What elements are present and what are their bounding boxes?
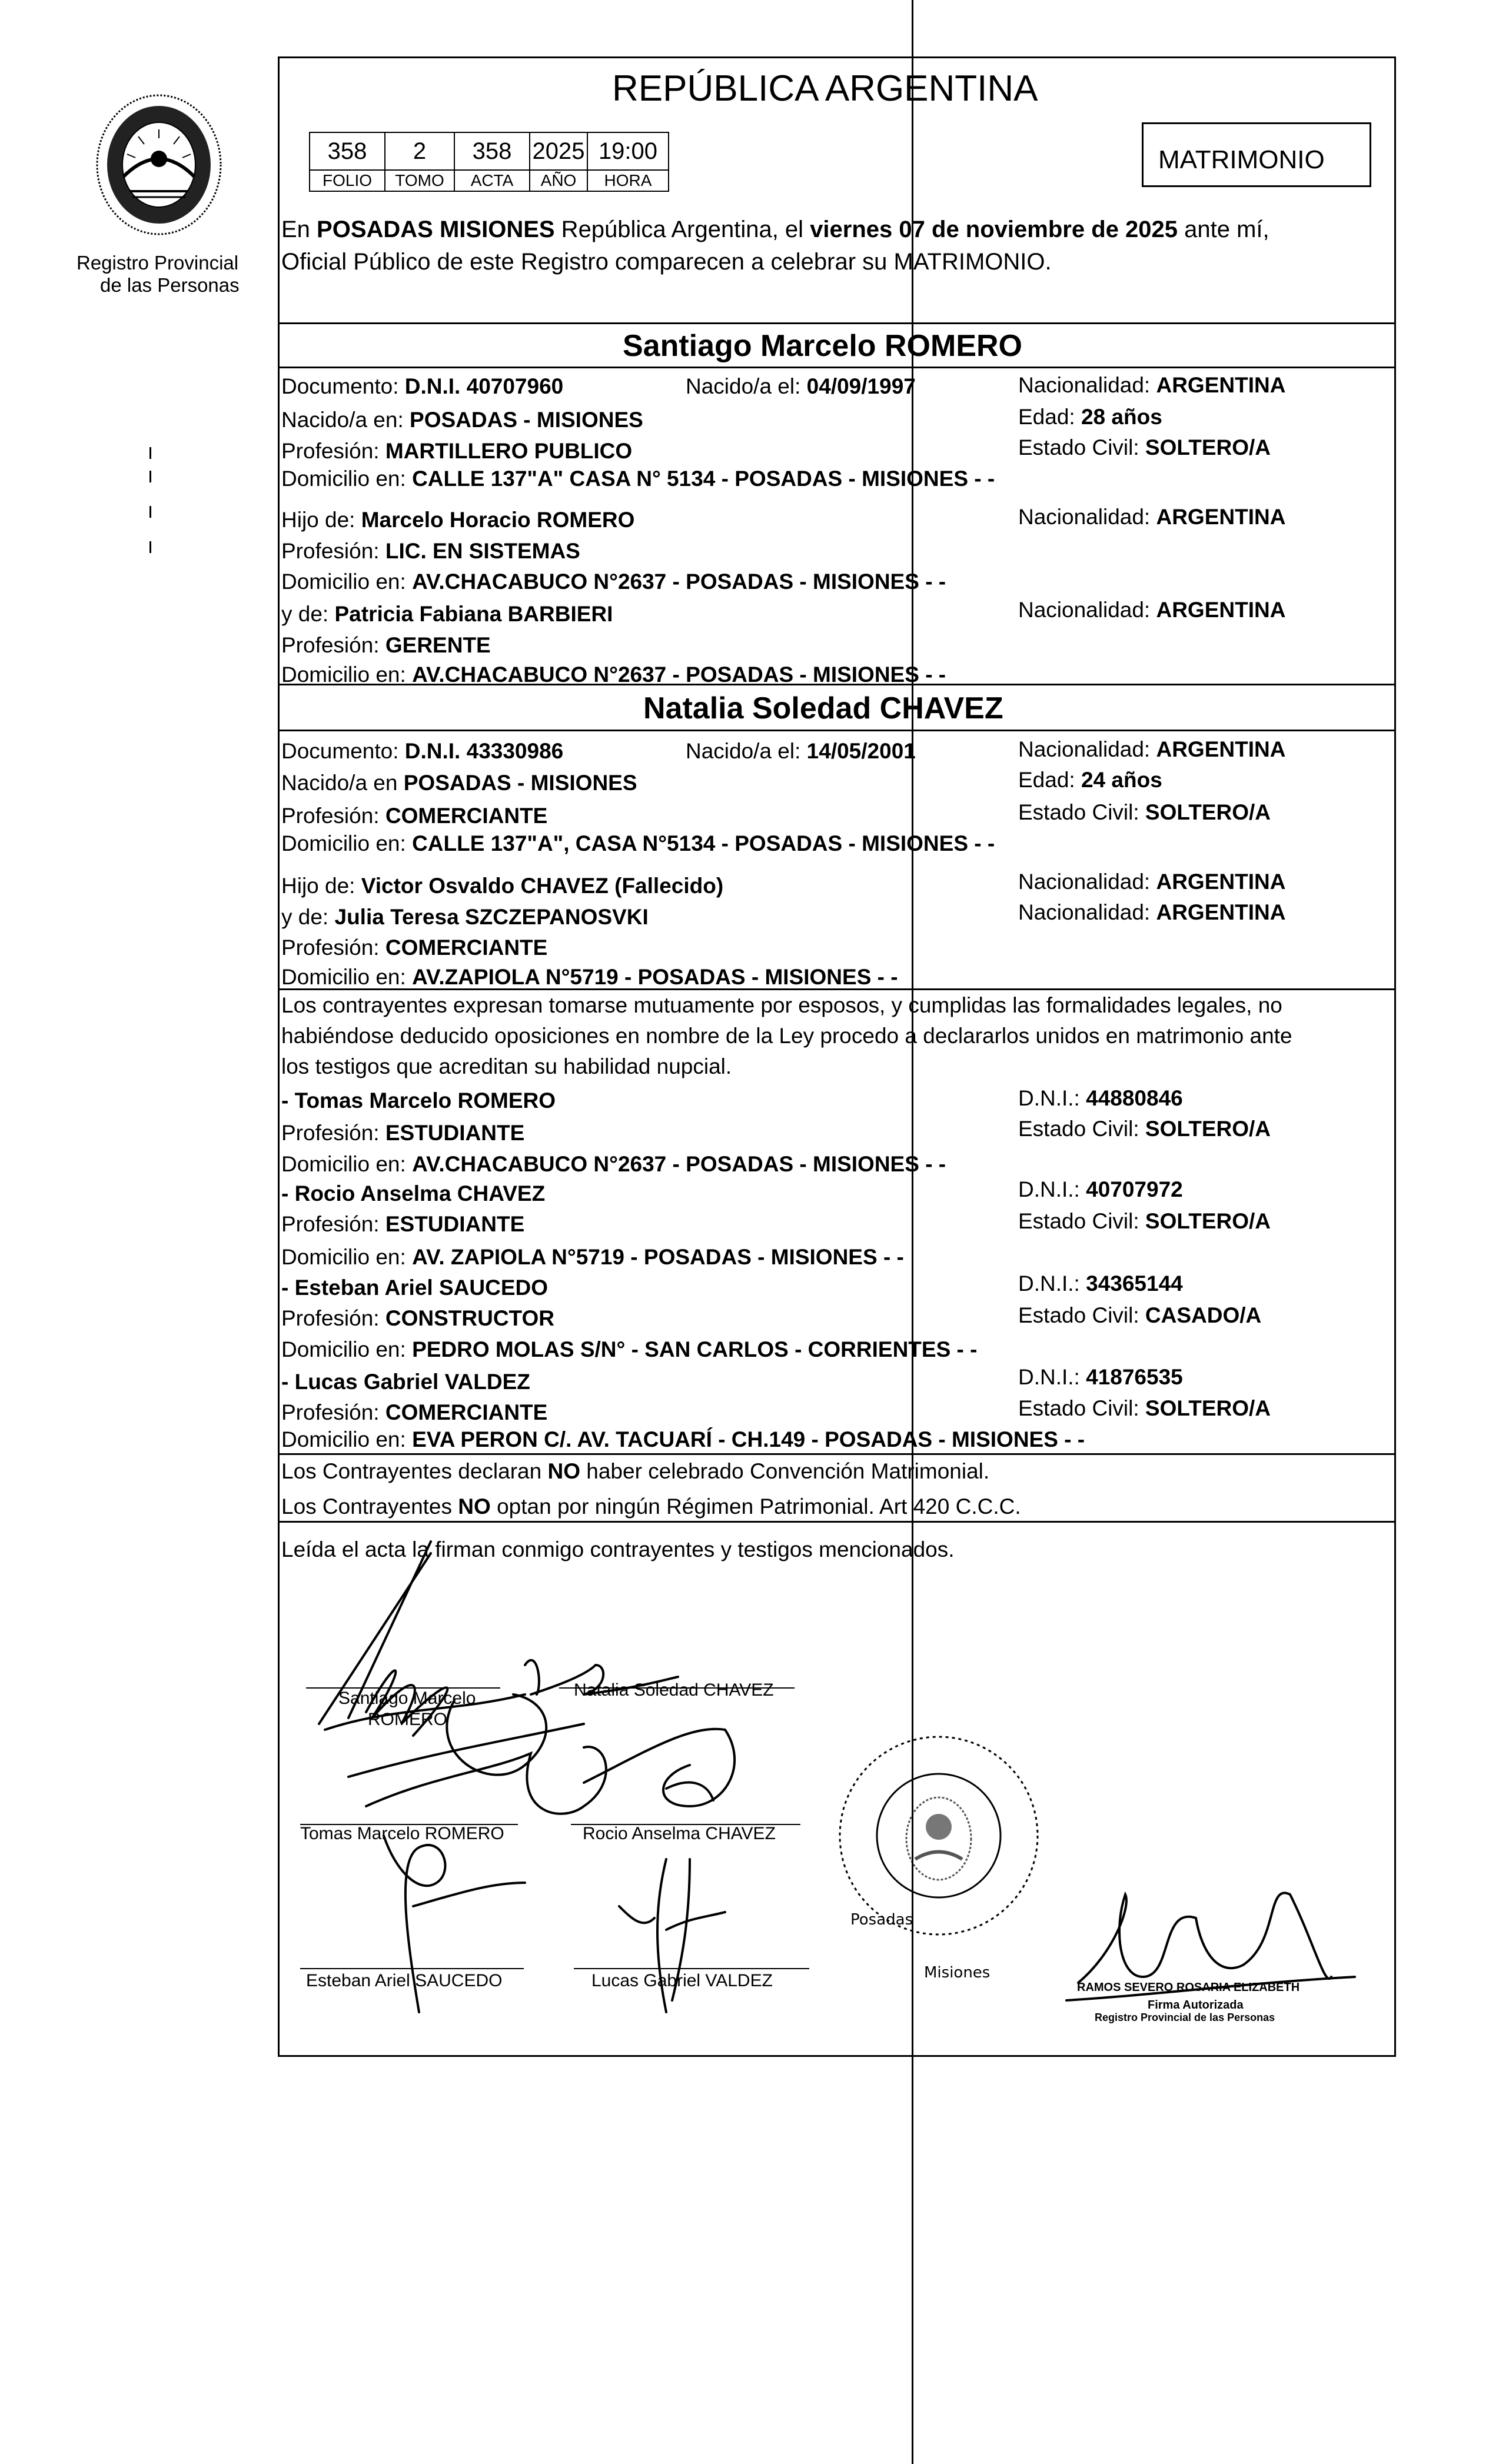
acta-label: ACTA [454,170,530,191]
witness3-civil-status: Estado Civil: CASADO/A [1018,1303,1262,1327]
folio-label: FOLIO [310,170,385,191]
divider [278,1453,1396,1455]
witness3-dni: D.N.I.: 34365144 [1018,1271,1183,1296]
year-value: 2025 [530,132,587,170]
official-role: Firma Autorizada [1148,1999,1244,2012]
witness4-name: - Lucas Gabriel VALDEZ [281,1370,530,1394]
declaration-line-2: habiéndose deducido oposiciones en nombre de la Ley procedo a declararlos unidos en matrimonio ante [281,1024,1292,1048]
official-name: RAMOS SEVERO ROSARIA ELIZABETH [1077,1981,1300,1994]
spouse1-mother-address: Domicilio en: AV.CHACABUCO N°2637 - POSADAS - MISIONES - - [281,662,946,687]
page-crease [912,0,913,2464]
convention-line-1: Los Contrayentes declaran NO haber celebrado Convención Matrimonial. [281,1459,990,1483]
spouse2-father-nationality: Nacionalidad: ARGENTINA [1018,870,1286,894]
acta-value: 358 [454,132,530,170]
witness2-name: - Rocio Anselma CHAVEZ [281,1181,546,1206]
spouse1-profession: Profesión: MARTILLERO PUBLICO [281,439,633,463]
spouse1-mother: y de: Patricia Fabiana BARBIERI [281,602,613,626]
witness4-profession: Profesión: COMERCIANTE [281,1400,548,1424]
spouse2-mother-profession: Profesión: COMERCIANTE [281,935,548,960]
witness3-address: Domicilio en: PEDRO MOLAS S/N° - SAN CARLOS - CORRIENTES - - [281,1337,978,1361]
margin-mark [149,471,151,482]
spouse2-mother-nationality: Nacionalidad: ARGENTINA [1018,900,1286,924]
witness4-civil-status: Estado Civil: SOLTERO/A [1018,1396,1271,1420]
spouse1-nationality: Nacionalidad: ARGENTINA [1018,373,1286,397]
signature-caption-witness3: Esteban Ariel SAUCEDO [306,1971,503,1990]
intro-line-1: En POSADAS MISIONES República Argentina, el viernes 07 de noviembre de 2025 ante mí, [281,217,1269,242]
declaration-line-3: los testigos que acreditan su habilidad nupcial. [281,1054,732,1078]
spouse1-father-nationality: Nacionalidad: ARGENTINA [1018,505,1286,529]
hour-label: HORA [587,170,669,191]
divider [278,1521,1396,1523]
signature-caption-spouse1-line2: ROMERO [368,1710,447,1729]
spouse2-nationality: Nacionalidad: ARGENTINA [1018,737,1286,761]
tomo-label: TOMO [385,170,454,191]
divider [278,322,1396,324]
witness4-dni: D.N.I.: 41876535 [1018,1365,1183,1389]
witness1-civil-status: Estado Civil: SOLTERO/A [1018,1117,1271,1141]
spouse1-name: Santiago Marcelo ROMERO [623,329,1022,363]
spouse2-father: Hijo de: Victor Osvaldo CHAVEZ (Fallecido) [281,874,724,898]
spouse2-profession: Profesión: COMERCIANTE [281,804,548,828]
divider [278,730,1396,731]
witness4-address: Domicilio en: EVA PERON C/. AV. TACUARÍ - CH.149 - POSADAS - MISIONES - - [281,1427,1085,1451]
divider [278,684,1396,685]
spouse2-name: Natalia Soledad CHAVEZ [643,691,1003,725]
spouse2-document: Documento: D.N.I. 43330986 [281,739,564,763]
declaration-line-1: Los contrayentes expresan tomarse mutuamente por esposos, y cumplidas las formalidades legales, no [281,993,1282,1017]
spouse1-father-address: Domicilio en: AV.CHACABUCO N°2637 - POSADAS - MISIONES - - [281,570,946,594]
spouse1-civil-status: Estado Civil: SOLTERO/A [1018,435,1271,459]
spouse2-address: Domicilio en: CALLE 137"A", CASA N°5134 - POSADAS - MISIONES - - [281,831,995,855]
witness1-profession: Profesión: ESTUDIANTE [281,1121,525,1145]
provincial-emblem [77,88,247,235]
year-label: AÑO [530,170,587,191]
spouse1-address: Domicilio en: CALLE 137"A" CASA N° 5134 - POSADAS - MISIONES - - [281,467,995,491]
convention-line-2: Los Contrayentes NO optan por ningún Régimen Patrimonial. Art 420 C.C.C. [281,1494,1021,1519]
seal-province: Misiones [924,1964,991,1982]
spouse1-mother-nationality: Nacionalidad: ARGENTINA [1018,598,1286,622]
tomo-value: 2 [385,132,454,170]
signature-caption-spouse1-line1: Santiago Marcelo [338,1689,476,1708]
folio-value: 358 [310,132,385,170]
spouse1-birthplace: Nacido/a en: POSADAS - MISIONES [281,408,643,432]
divider [278,988,1396,990]
registry-seal [833,1730,1045,1942]
margin-mark [149,541,151,553]
witness2-profession: Profesión: ESTUDIANTE [281,1212,525,1236]
spouse2-civil-status: Estado Civil: SOLTERO/A [1018,800,1271,824]
margin-mark [149,447,151,459]
witness1-dni: D.N.I.: 44880846 [1018,1086,1183,1110]
spouse1-mother-profession: Profesión: GERENTE [281,633,491,657]
emblem-caption-1: Registro Provincial [77,252,239,274]
witness2-address: Domicilio en: AV. ZAPIOLA N°5719 - POSADAS - MISIONES - - [281,1245,904,1269]
margin-mark [149,506,151,518]
spouse1-birthdate: Nacido/a el: 04/09/1997 [686,374,916,398]
spouse2-birthplace: Nacido/a en POSADAS - MISIONES [281,771,637,795]
spouse2-mother-address: Domicilio en: AV.ZAPIOLA N°5719 - POSADAS - MISIONES - - [281,965,898,989]
spouse2-age: Edad: 24 años [1018,768,1162,792]
signature-caption-witness1: Tomas Marcelo ROMERO [300,1824,504,1843]
seal-city: Posadas [850,1911,913,1929]
country-title: REPÚBLICA ARGENTINA [612,68,1038,109]
witness1-name: - Tomas Marcelo ROMERO [281,1088,556,1113]
witness1-address: Domicilio en: AV.CHACABUCO N°2637 - POSADAS - MISIONES - - [281,1152,946,1176]
signature-caption-witness4: Lucas Gabriel VALDEZ [591,1971,773,1990]
intro-line-2: Oficial Público de este Registro comparecen a celebrar su MATRIMONIO. [281,249,1052,275]
witness2-civil-status: Estado Civil: SOLTERO/A [1018,1209,1271,1233]
act-type: MATRIMONIO [1158,145,1325,174]
signature-caption-spouse2: Natalia Soledad CHAVEZ [574,1680,774,1700]
spouse1-age: Edad: 28 años [1018,405,1162,429]
divider [278,367,1396,368]
spouse2-mother: y de: Julia Teresa SZCZEPANOSVKI [281,905,649,929]
witness2-dni: D.N.I.: 40707972 [1018,1177,1183,1201]
witness3-name: - Esteban Ariel SAUCEDO [281,1276,548,1300]
emblem-caption-2: de las Personas [100,274,240,296]
witness3-profession: Profesión: CONSTRUCTOR [281,1306,554,1330]
spouse1-father: Hijo de: Marcelo Horacio ROMERO [281,508,635,532]
spouse1-father-profession: Profesión: LIC. EN SISTEMAS [281,539,580,563]
official-office: Registro Provincial de las Personas [1095,2012,1275,2023]
signature-caption-witness2: Rocio Anselma CHAVEZ [583,1824,776,1843]
registry-table [309,132,669,192]
closing-statement: Leída el acta la firman conmigo contrayentes y testigos mencionados. [281,1537,955,1561]
hour-value: 19:00 [587,132,669,170]
spouse1-document: Documento: D.N.I. 40707960 [281,374,564,398]
spouse2-birthdate: Nacido/a el: 14/05/2001 [686,739,916,763]
